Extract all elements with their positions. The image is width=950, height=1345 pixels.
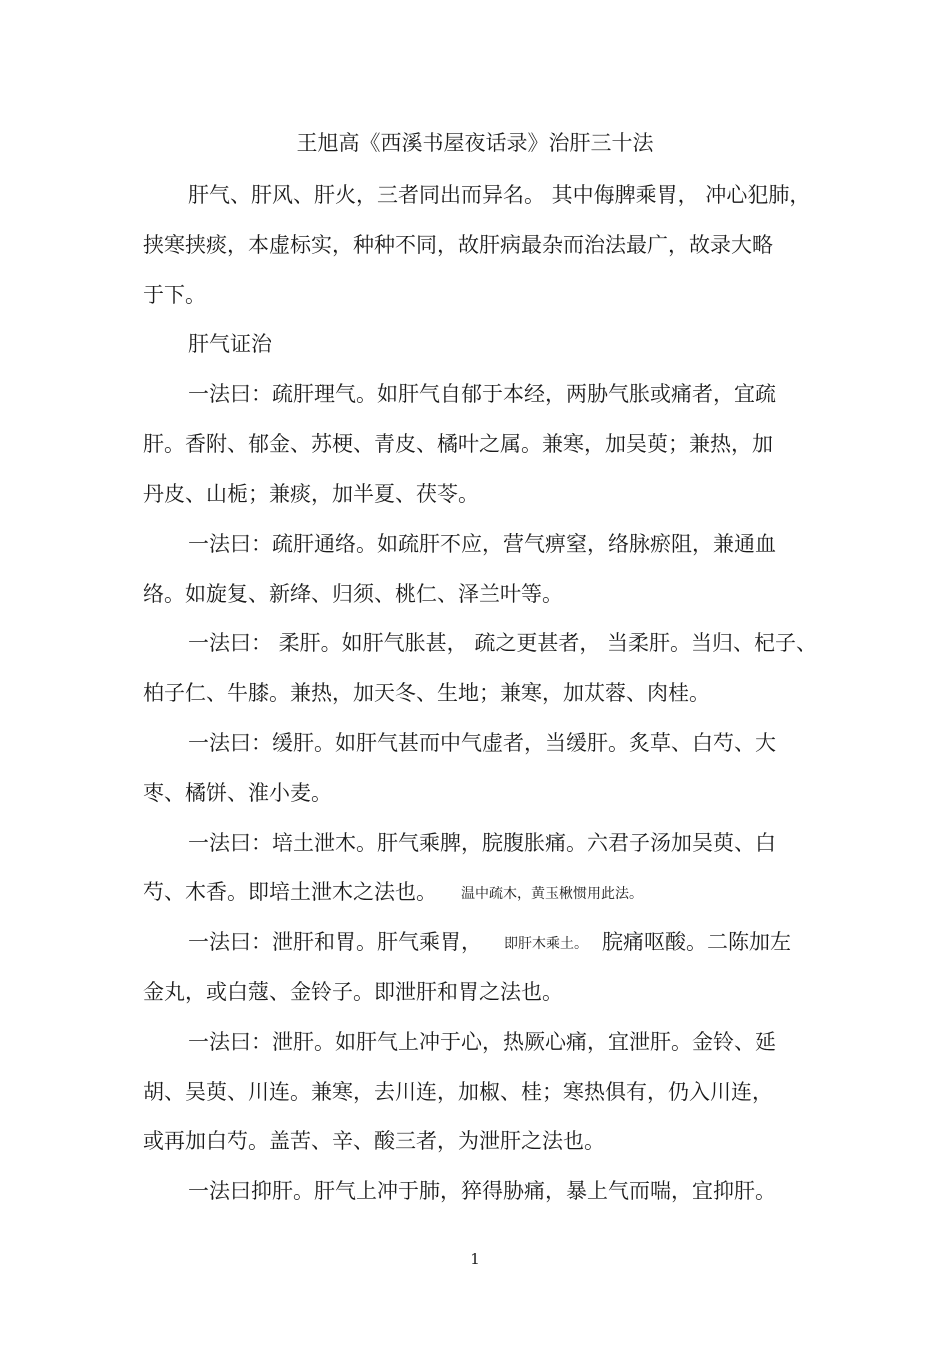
text-line: 肝气、肝风、肝火，三者同出而异名。 其中侮脾乘胃， 冲心犯肺， — [188, 183, 811, 207]
text-line: 一法曰： 柔肝。如肝气胀甚， 疏之更甚者， 当柔肝。当归、杞子、 — [188, 631, 818, 655]
text-line: 肝。香附、郁金、苏梗、青皮、橘叶之属。兼寒，加吴萸；兼热，加 — [143, 432, 773, 456]
text-line: 金丸，或白蔻、金铃子。即泄肝和胃之法也。 — [143, 980, 563, 1004]
text-line: 挟寒挟痰，本虚标实，种种不同，故肝病最杂而治法最广，故录大略 — [143, 233, 773, 257]
inline-note: 温中疏木，黄玉楸惯用此法。 — [461, 885, 643, 902]
page-number: 1 — [470, 1250, 480, 1268]
text-line: 于下。 — [143, 283, 206, 307]
document-title: 王旭高《西溪书屋夜话录》治肝三十法 — [296, 131, 654, 155]
text-line: 一法曰：泄肝。如肝气上冲于心，热厥心痛，宜泄肝。金铃、延 — [188, 1030, 776, 1054]
text-line: 柏子仁、牛膝。兼热，加天冬、生地；兼寒，加苁蓉、肉桂。 — [143, 681, 710, 705]
text-line: 胡、吴萸、川连。兼寒，去川连，加椒、桂；寒热俱有，仍入川连， — [143, 1080, 773, 1104]
text-line: 一法曰：缓肝。如肝气甚而中气虚者，当缓肝。炙草、白芍、大 — [188, 731, 776, 755]
section-heading: 肝气证治 — [188, 332, 272, 356]
text-line: 枣、橘饼、淮小麦。 — [143, 781, 332, 805]
text-line — [143, 877, 643, 909]
text-line: 或再加白芍。盖苦、辛、酸三者，为泄肝之法也。 — [143, 1129, 605, 1153]
text-line: 一法曰：疏肝通络。如疏肝不应，营气痹窒，络脉瘀阻，兼通血 — [188, 532, 776, 556]
text-line — [188, 927, 791, 959]
text-line: 一法曰：疏肝理气。如肝气自郁于本经，两胁气胀或痛者，宜疏 — [188, 382, 776, 406]
text-line: 丹皮、山栀；兼痰，加半夏、茯苓。 — [143, 482, 479, 506]
text-line: 一法曰抑肝。肝气上冲于肺，猝得胁痛，暴上气而喘，宜抑肝。 — [188, 1179, 776, 1203]
text-run: 脘痛呕酸。二陈加左 — [602, 930, 791, 954]
text-line: 络。如旋复、新绛、归须、桃仁、泽兰叶等。 — [143, 582, 563, 606]
inline-note: 即肝木乘土。 — [504, 935, 588, 952]
text-run: 一法曰：泄肝和胃。肝气乘胃， — [188, 930, 482, 954]
text-run: 芍、木香。即培土泄木之法也。 — [143, 880, 437, 904]
text-line: 一法曰：培土泄木。肝气乘脾，脘腹胀痛。六君子汤加吴萸、白 — [188, 831, 776, 855]
